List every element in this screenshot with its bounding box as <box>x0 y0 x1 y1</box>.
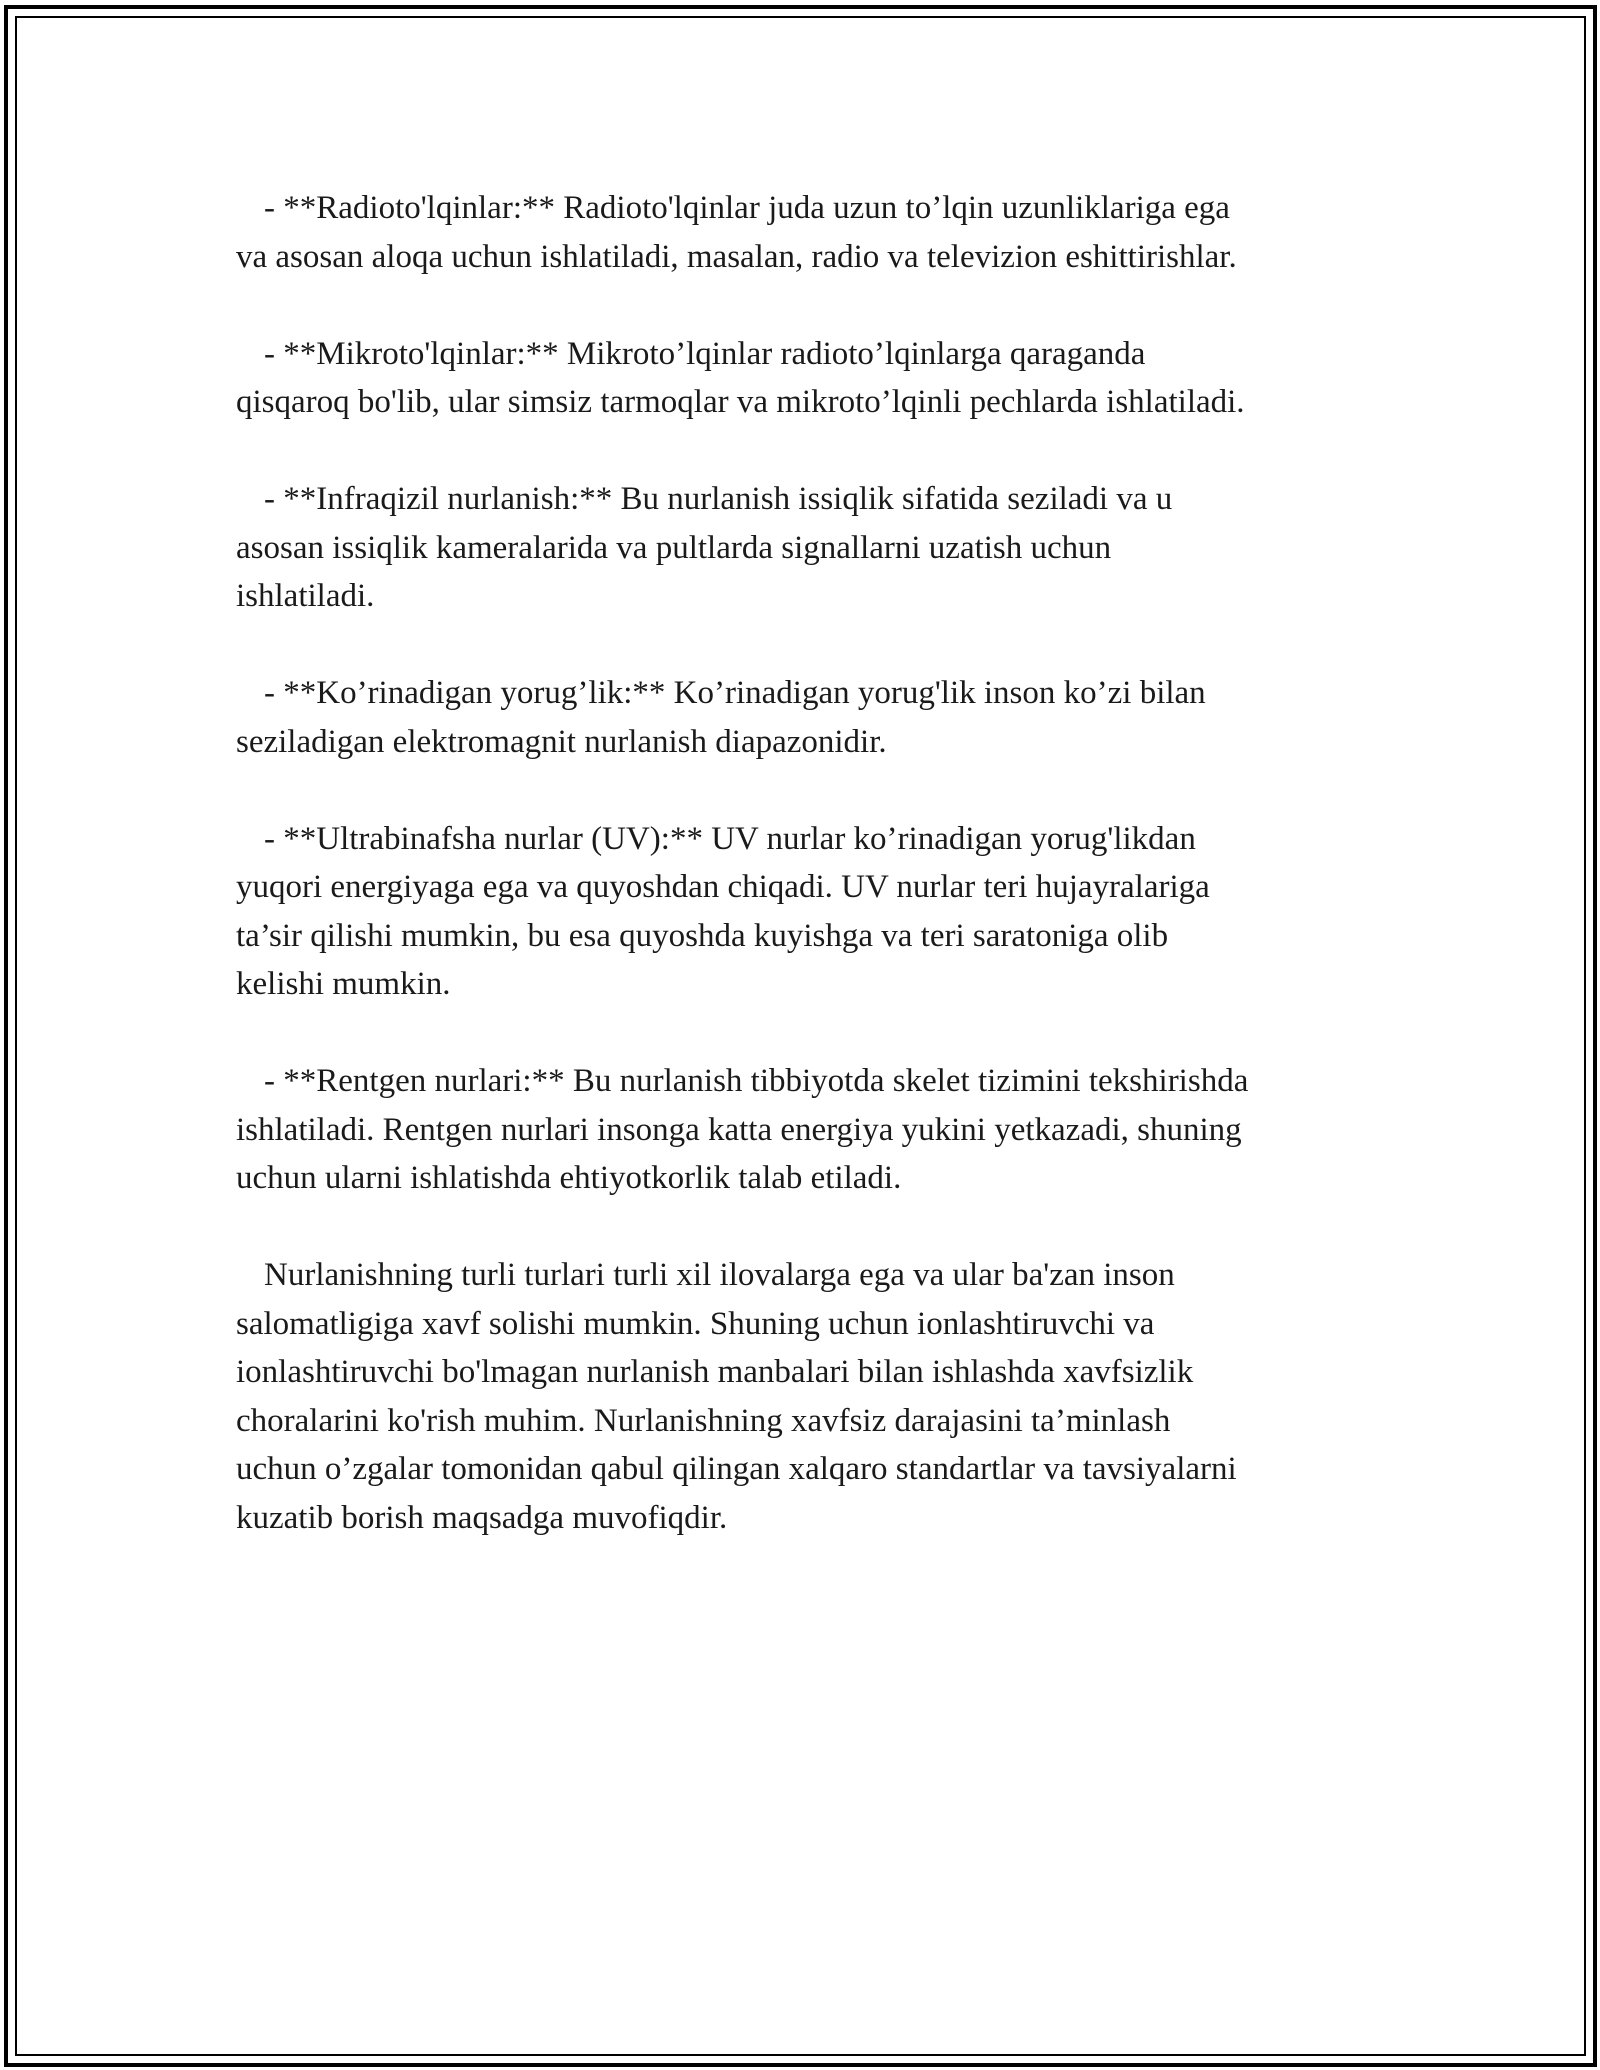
paragraph-x-rays: - **Rentgen nurlari:** Bu nurlanish tibbiyotda skelet tizimini tekshirishda ishlatiladi. Rentgen nurlari insonga katta energiya yukini yetkazadi, shuning uchun ularni ishlatishda ehtiyotkorlik talab etiladi. <box>236 1063 1249 1196</box>
paragraph-radio-waves: - **Radioto'lqinlar:** Radioto'lqinlar juda uzun to’lqin uzunliklariga ega va asosan aloqa uchun ishlatiladi, masalan, radio va televizion eshittirishlar. <box>236 190 1237 275</box>
paragraph-microwaves: - **Mikroto'lqinlar:** Mikroto’lqinlar radioto’lqinlarga qaraganda qisqaroq bo'lib, ular simsiz tarmoqlar va mikroto’lqinli pechlarda ishlatiladi. <box>236 335 1245 420</box>
document-body <box>236 184 1366 1591</box>
paragraph-visible-light: - **Ko’rinadigan yorug’lik:** Ko’rinadigan yorug'lik inson ko’zi bilan seziladigan elektromagnit nurlanish diapazonidir. <box>236 675 1206 760</box>
paragraph-infrared: - **Infraqizil nurlanish:** Bu nurlanish issiqlik sifatida seziladi va u asosan issiqlik kameralarida va pultlarda signallarni uzatish uchun ishlatiladi. <box>236 481 1173 614</box>
paragraph-ultraviolet: - **Ultrabinafsha nurlar (UV):** UV nurlar ko’rinadigan yorug'likdan yuqori energiyaga ega va quyoshdan chiqadi. UV nurlar teri hujayralariga ta’sir qilishi mumkin, bu esa quyoshda kuyishga va teri saratoniga olib kelishi mumkin. <box>236 820 1210 1002</box>
paragraph-conclusion: Nurlanishning turli turlari turli xil ilovalarga ega va ular ba'zan inson salomatligiga xavf solishi mumkin. Shuning uchun ionlashtiruvchi va ionlashtiruvchi bo'lmagan nurlanish manbalari bilan ishlashda xavfsizlik choralarini ko'rish muhim. Nurlanishning xavfsiz darajasini ta’minlash uchun o’zgalar tomonidan qabul qilingan xalqaro standartlar va tavsiyalarni kuzatib borish maqsadga muvofiqdir. <box>236 1257 1237 1536</box>
